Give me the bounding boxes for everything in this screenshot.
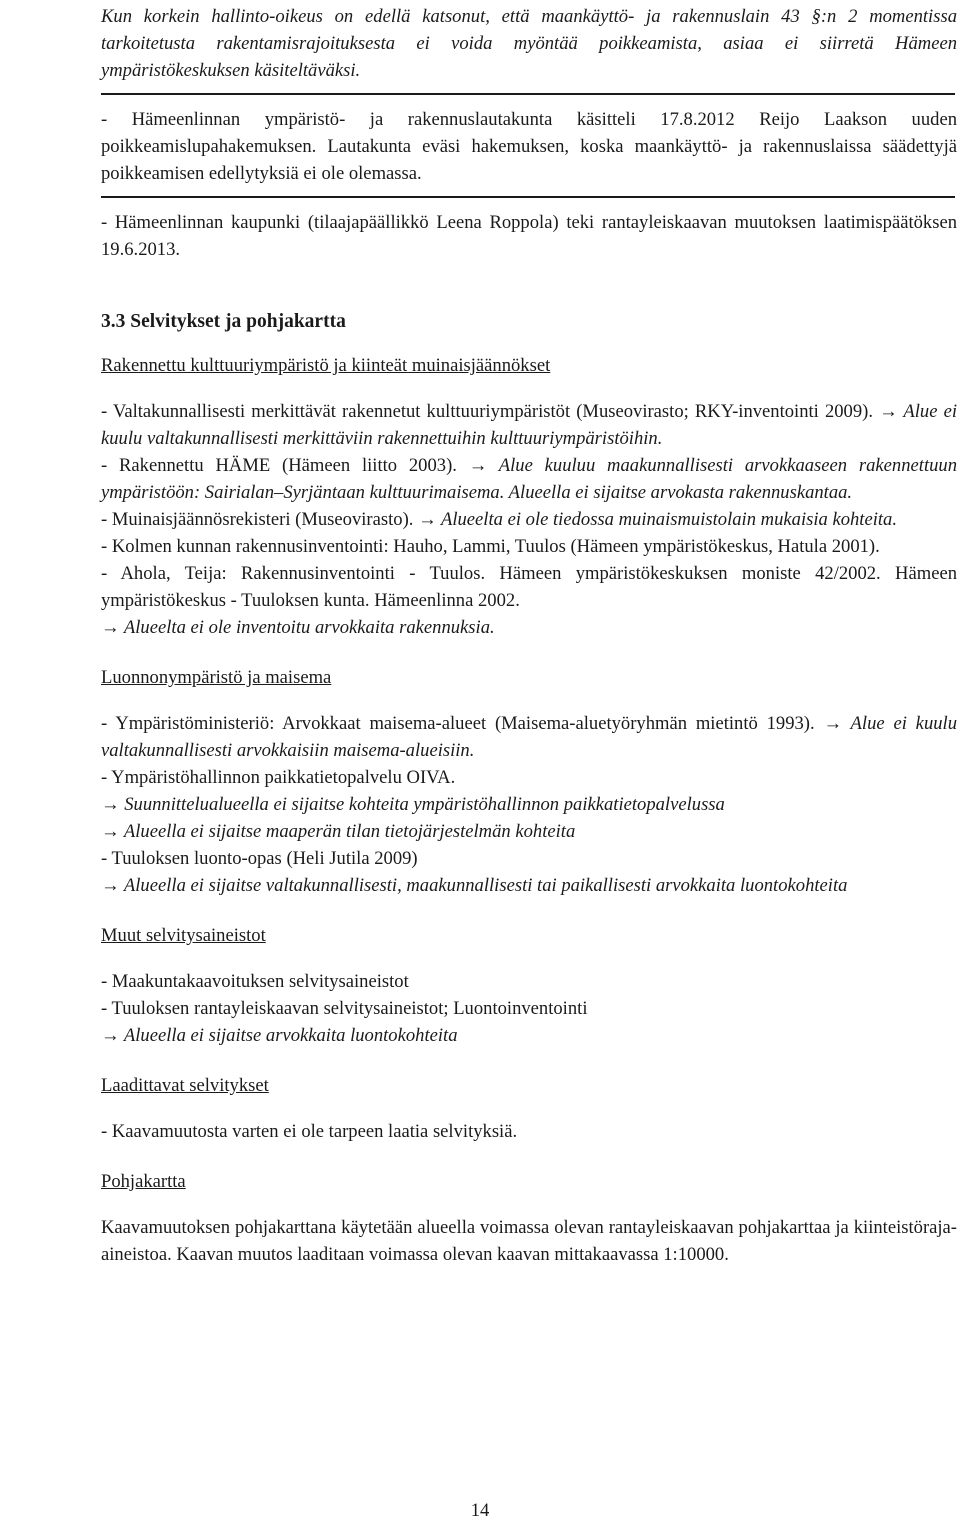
subsection-heading: Pohjakartta [101, 1171, 186, 1192]
list-item: - Maakuntakaavoituksen selvitysaineistot [101, 971, 409, 992]
list-item [101, 452, 957, 506]
basemap-paragraph: Kaavamuutoksen pohjakarttana käytetään alueella voimassa olevan rantayleiskaavan pohjakarttaa ja kiinteistöraja-aineistoa. Kaavan muutos laaditaan voimassa olevan kaavan mittakaavassa 1:10000. [101, 1217, 957, 1265]
list-item: - Kaavamuutosta varten ei ole tarpeen laatia selvityksiä. [101, 1121, 518, 1142]
subsection-heading: Muut selvitysaineistot [101, 925, 266, 946]
list [101, 1118, 957, 1145]
subsection-heading: Luonnonympäristö ja maisema [101, 667, 332, 688]
list [101, 968, 957, 1049]
basemap-section [101, 1168, 957, 1268]
nature-section [101, 664, 957, 899]
list-item: - Tuuloksen luonto-opas (Heli Jutila 2009) [101, 848, 418, 869]
item-note: → Alueelta ei ole inventoitu arvokkaita rakennuksia. [101, 617, 495, 638]
decision-paragraph: - Hämeenlinnan kaupunki (tilaajapäällikkö Leena Roppola) teki rantayleiskaavan muutoksen laatimispäätöksen 19.6.2013. [101, 212, 957, 260]
list-item: - Kolmen kunnan rakennusinventointi: Hauho, Lammi, Tuulos (Hämeen ympäristökeskus, Hatula 2001). [101, 536, 880, 557]
item-note: → Suunnittelualueella ei sijaitse kohteita ympäristöhallinnon paikkatietopalvelussa [101, 794, 725, 815]
item-note: → Alueella ei sijaitse maaperän tilan tietojärjestelmän kohteita [101, 821, 576, 842]
item-note: → Alueella ei sijaitse arvokkaita luontokohteita [101, 1025, 458, 1046]
item-note: → Alueelta ei ole tiedossa muinaismuistolain mukaisia kohteita. [418, 509, 897, 530]
reports-section [101, 1072, 957, 1145]
subsection-heading: Rakennettu kulttuuriympäristö ja kiinteät muinaisjäännökset [101, 355, 551, 376]
list-item: - Ympäristöhallinnon paikkatietopalvelu OIVA. [101, 767, 456, 788]
other-section [101, 922, 957, 1049]
subsection-heading: Laadittavat selvitykset [101, 1075, 269, 1096]
spacer [101, 95, 957, 106]
item-text: - Valtakunnallisesti merkittävät rakennetut kulttuuriympäristöt (Museovirasto; RKY-inventointi 2009). [101, 401, 873, 422]
item-note: → Alueella ei sijaitse valtakunnallisesti, maakunnallisesti tai paikallisesti arvokkaita luontokohteita [101, 875, 848, 896]
list-item: - Tuuloksen rantayleiskaavan selvitysaineistot; Luontoinventointi [101, 998, 588, 1019]
item-text: - Ympäristöministeriö: Arvokkaat maisema-alueet (Maisema-aluetyöryhmän mietintö 1993). [101, 713, 815, 734]
item-note: → Alue ei kuulu valtakunnallisesti merkittäviin rakennettuihin kulttuuriympäristöihin. [101, 401, 957, 449]
item-text: - Rakennettu HÄME (Hämeen liitto 2003). [101, 455, 457, 476]
decision-paragraph: - Hämeenlinnan ympäristö- ja rakennuslautakunta käsitteli 17.8.2012 Reijo Laakson uuden poikkeamislupahakemuksen. Lautakunta eväsi hakemuksen, koska maankäyttö- ja rakennuslaissa säädettyjä poikkeamisen edellytyksiä ei ole olemassa. [101, 109, 957, 184]
list-item [101, 398, 957, 452]
item-note: → Alue kuuluu maakunnallisesti arvokkaaseen rakennettuun ympäristöön: Sairialan–Syrjäntaan kulttuurimaisema. Alueella ei sijaitse arvokasta rakennuskantaa. [101, 455, 957, 503]
item-text: - Muinaisjäännösrekisteri (Museovirasto). [101, 509, 414, 530]
list-item [101, 710, 957, 764]
page-number: 14 [470, 1500, 490, 1521]
section-heading: 3.3 Selvitykset ja pohjakartta [101, 311, 346, 332]
list [101, 398, 957, 641]
intro-paragraph: Kun korkein hallinto-oikeus on edellä katsonut, että maankäyttö- ja rakennuslain 43 §:n 2 momentissa tarkoitetusta rakentamisrajoituksesta ei voida myöntää poikkeamista, asiaa ei siirretä Hämeen ympäristökeskuksen käsiteltäväksi. [101, 6, 957, 81]
list [101, 1214, 957, 1268]
item-note: → Alue ei kuulu valtakunnallisesti arvokkaisiin maisema-alueisiin. [101, 713, 957, 761]
list [101, 710, 957, 899]
spacer [101, 198, 957, 209]
list-item: - Ahola, Teija: Rakennusinventointi - Tuulos. Hämeen ympäristökeskuksen moniste 42/2002. Hämeen ympäristökeskus - Tuuloksen kunta. Hämeenlinna 2002. [101, 563, 957, 611]
page-content [101, 3, 957, 1268]
cultural-section [101, 352, 957, 641]
list-item [101, 506, 957, 533]
